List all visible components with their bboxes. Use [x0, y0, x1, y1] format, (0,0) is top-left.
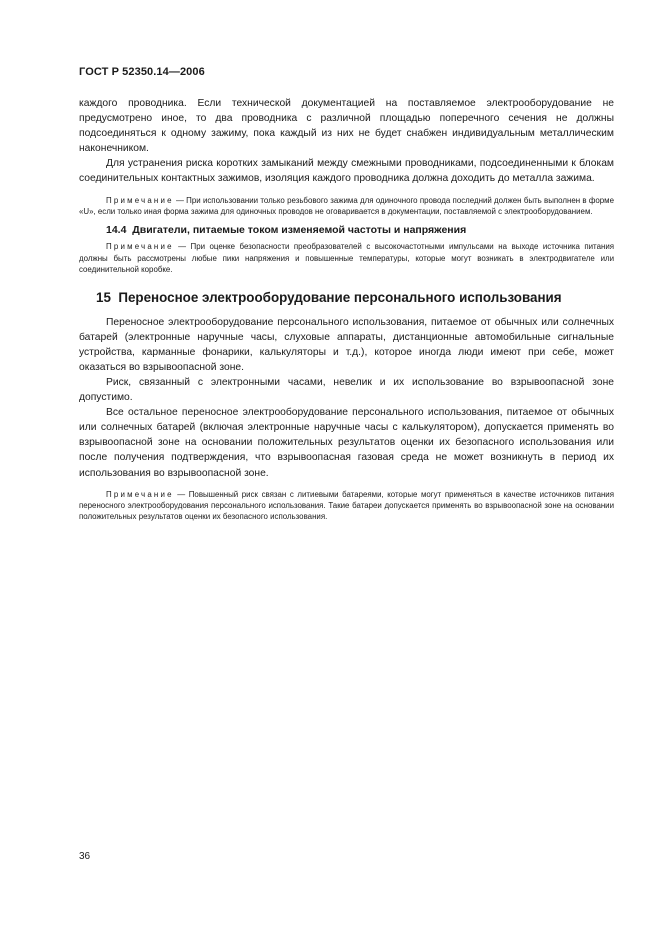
subsection-number: 14.4: [106, 224, 127, 237]
paragraph-other-equipment: Все остальное переносное электрооборудование персонального использования, питаемое от обычных или солнечных батарей (включая электронные наручные часы с калькулятором), допускается применять во взрывоопасной зоне на основании положительных результатов оценки их безопасного использования или после получения подтверждения, что взрывоопасная газовая среда не может возникнуть в период их использования во взрывоопасной зоне.: [79, 407, 614, 479]
section-heading-15: [96, 289, 614, 307]
note-label: Примечание: [106, 489, 174, 499]
subsection-title: Двигатели, питаемые током изменяемой частоты и напряжения: [132, 224, 467, 237]
note-screw-terminal: [79, 195, 614, 218]
standard-header: ГОСТ Р 52350.14—2006: [79, 66, 205, 78]
section-title: Переносное электрооборудование персонального использования: [118, 289, 562, 305]
note-label: Примечание: [106, 242, 174, 252]
note-converters: [79, 241, 614, 275]
section-number: 15: [96, 289, 111, 305]
paragraph-short-circuit: Для устранения риска коротких замыканий между смежными проводниками, подсоединенными к блокам соединительных контактных зажимов, изоляция каждого проводника должна доходить до металла зажима.: [79, 158, 614, 185]
note-lithium-batteries: [79, 489, 614, 523]
page-content: [79, 96, 614, 523]
note-label: Примечание: [106, 195, 174, 205]
paragraph-portable-equipment: Переносное электрооборудование персонального использования, питаемое от обычных или солнечных батарей (электронные наручные часы, слуховые аппараты, дистанционные автомобильные сигнальные устройства, карманные фонарики, калькуляторы и т.д.), которое иногда люди имеют при себе, может оказаться во взрывоопасной зоне.: [79, 316, 614, 373]
paragraph-electronic-watches: Риск, связанный с электронными часами, невелик и их использование во взрывоопасной зоне допустимо.: [79, 376, 614, 404]
note-text: — При оценке безопасности преобразователей с высокочастотными импульсами на выходе источника питания должны быть рассмотрены любые пики напряжения и повышенные температуры, которые могут возникать в электродвигателе или соединительной коробке.: [79, 242, 614, 275]
paragraph-conductor-terminals: каждого проводника. Если технической документацией на поставляемое электрооборудование не предусмотрено иное, то два проводника с различной площадью поперечного сечения не должны подсоединяться к одному зажиму, пока каждый из них не будет снабжен индивидуальным металлическим наконечником.: [79, 98, 614, 155]
subsection-heading-14-4: [106, 223, 614, 237]
note-text: — При использовании только резьбового зажима для одиночного провода последний должен быть выполнен в форме «U», если только иная форма зажима для одиночных проводов не оговаривается в документации, поставляемой с электрооборудованием.: [79, 195, 614, 216]
page-number: 36: [79, 851, 91, 862]
note-text: — Повышенный риск связан с литиевыми батареями, которые могут применяться в качестве источников питания переносного электрооборудования персонального использования. Такие батареи допускается применять во взрывоопасной зоне на основании положительных результатов оценки их безопасного использования.: [79, 489, 614, 522]
